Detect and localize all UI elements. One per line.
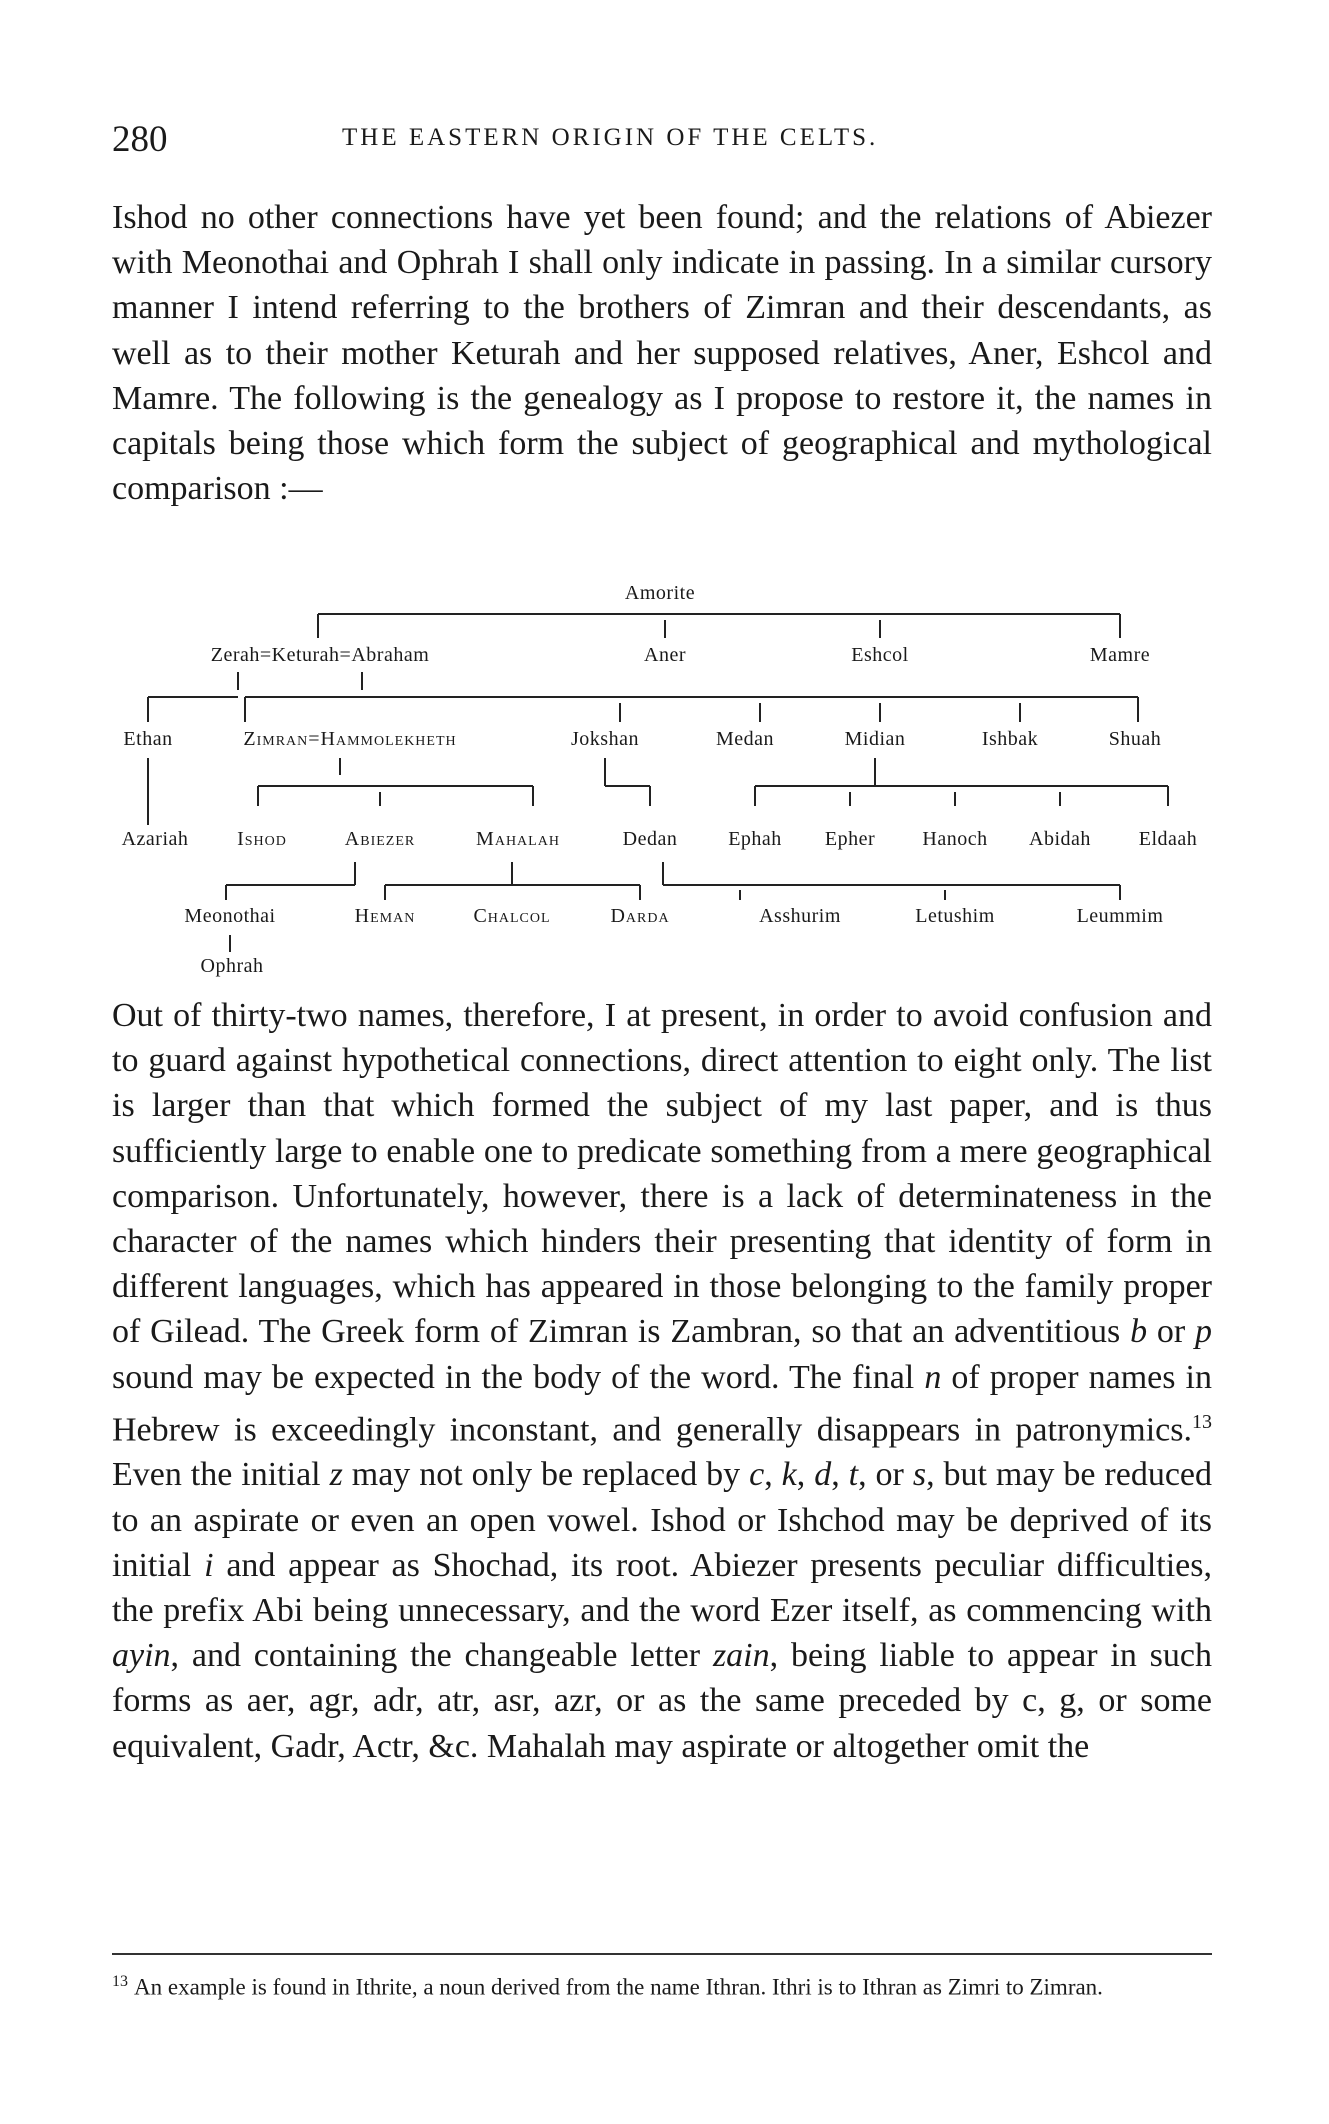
genealogy-name: Jokshan [571, 728, 639, 750]
body-text: , and containing the changeable letter [170, 1637, 713, 1675]
genealogy-name: Letushim [915, 905, 995, 927]
genealogy-name: Ethan [123, 728, 173, 750]
body-text: , or [858, 1456, 913, 1494]
page-header [112, 118, 1212, 158]
genealogy-name: Azariah [121, 828, 189, 850]
body-text: , being liable to appear in such forms as aer, agr, adr, atr, asr, azr, or as the same preceded by c, g, or some equivalent, Gadr, Actr, &c. Mahalah may aspirate or altogether omit the [112, 1637, 1212, 1765]
genealogy-name: Mamre [1089, 644, 1151, 666]
genealogy-name: Dedan [622, 828, 678, 850]
body-italic: b [1130, 1313, 1148, 1351]
paragraph-intro: Ishod no other connections have yet been found; and the relations of Abiezer with Meonothai and Ophrah I shall only indicate in passing. In a similar cursory manner I intend referring to the brothers of Zimran and their descendants, as well as to their mother Keturah and her supposed relatives, Aner, Eshcol and Mamre. The following is the genealogy as I propose to restore it, the names in capitals being those which form the subject of geographical and mythological comparison :— [112, 199, 1212, 508]
body-italic: t [848, 1456, 859, 1494]
running-title: THE EASTERN ORIGIN OF THE CELTS. [342, 124, 879, 151]
body-italic: zain [712, 1637, 770, 1675]
genealogy-name: Zerah=Keturah=Abraham [210, 644, 430, 666]
genealogy-name: Chalcol [473, 905, 551, 927]
body-text: , [831, 1456, 849, 1494]
body-italic: c [749, 1456, 765, 1494]
genealogy-name: Ophrah [200, 955, 264, 977]
footnote-mark: 13 [112, 1973, 128, 1990]
body-italic: d [814, 1456, 832, 1494]
genealogy-name: Leummim [1076, 905, 1164, 927]
genealogy-root: Amorite [624, 582, 696, 604]
body-text: may not only be replaced by [342, 1456, 750, 1494]
genealogy-name: Meonothai [184, 905, 276, 927]
body-text: , [764, 1456, 782, 1494]
genealogy-name: Zimran=Hammolekheth [243, 728, 457, 750]
genealogy-name: Darda [610, 905, 670, 927]
body-italic: ayin [112, 1637, 171, 1675]
body-italic: s [912, 1456, 927, 1494]
genealogy-name: Heman [354, 905, 416, 927]
genealogy-name: Ishod [237, 828, 287, 850]
genealogy-name: Abiezer [344, 828, 416, 850]
genealogy-name: Asshurim [759, 905, 841, 927]
body-text: , [796, 1456, 815, 1494]
footnote [112, 1965, 1212, 2005]
body-italic: i [204, 1546, 214, 1584]
body-text: or [1147, 1313, 1196, 1351]
genealogy-name: Eshcol [851, 644, 909, 666]
genealogy-name: Hanoch [922, 828, 988, 850]
body-text: sound may be expected in the body of the word. The final [112, 1358, 925, 1396]
page-number: 280 [112, 119, 168, 160]
body-text: , but may be reduced to an aspirate or even an open vowel. Ishod or Ishchod may be deprived of its initial [112, 1456, 1213, 1584]
body-text: of proper names in Hebrew is exceedingly inconstant, and generally disappears in patronymics. [112, 1358, 1212, 1449]
body-text: Even the initial [112, 1456, 330, 1494]
genealogy-name: Epher [824, 828, 876, 850]
body-text: and appear as Shochad, its root. Abiezer presents peculiar difficulties, the prefix Abi being unnecessary, and the word Ezer itself, as commencing with [112, 1546, 1212, 1629]
body-italic: z [329, 1456, 343, 1494]
genealogy-name: Ephah [728, 828, 782, 850]
genealogy-name: Aner [644, 644, 686, 666]
genealogy-name: Eldaah [1138, 828, 1198, 850]
footnote-text: An example is found in Ithrite, a noun derived from the name Ithran. Ithri is to Ithran as Zimri to Zimran. [134, 1974, 1103, 2000]
genealogy-name: Midian [844, 728, 906, 750]
body-italic: n [924, 1358, 942, 1396]
footnote-divider [112, 1953, 1212, 1955]
body-text: Out of thirty-two names, therefore, I at present, in order to avoid confusion and to guard against hypothetical connections, direct attention to eight only. The list is larger than that which formed the subject of my last paper, and is thus sufficiently large to enable one to predicate something from a mere geographical comparison. Unfortunately, however, there is a lack of determinateness in the character of the names which hinders their presenting that identity of form in different languages, which has appeared in those belonging to the family proper of Gilead. The Greek form of Zimran is Zambran, so that an adventitious [112, 997, 1212, 1351]
genealogy-name: Abidah [1029, 828, 1091, 850]
body-italic: p [1195, 1313, 1213, 1351]
genealogy-name: Mahalah [476, 828, 560, 850]
footnote-reference[interactable]: 13 [1192, 1410, 1212, 1433]
genealogy-name: Shuah [1108, 728, 1162, 750]
genealogy-name: Ishbak [981, 728, 1039, 750]
body-italic: k [781, 1456, 797, 1494]
genealogy-name: Medan [715, 728, 775, 750]
paragraph-body [112, 993, 1212, 1769]
